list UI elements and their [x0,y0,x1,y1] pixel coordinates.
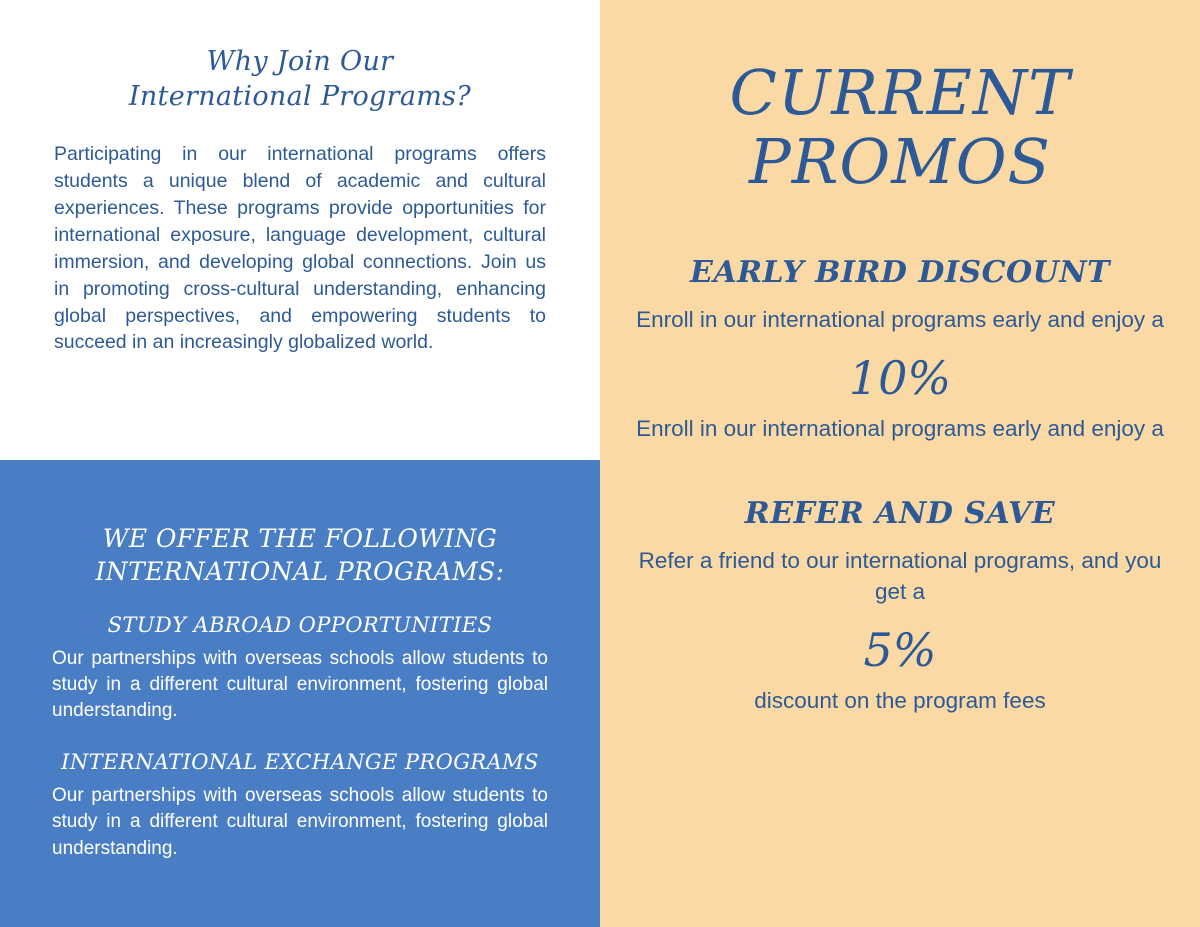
program-heading-study-abroad: STUDY ABROAD OPPORTUNITIES [107,612,493,637]
why-join-title-line-1: Why Join Our [206,46,394,77]
programs-title-line-1: WE OFFER THE FOLLOWING [102,524,498,553]
promo-text-refer-save-after: discount on the program fees [754,688,1046,714]
promos-title-line-2: PROMOS [748,125,1051,199]
promos-title [635,0,1165,197]
why-join-title [54,0,546,114]
promo-text-early-bird-before: Enroll in our international programs early and enjoy a [636,306,1164,332]
why-join-body: Participating in our international programs offers students a unique blend of academic and cultural experiences. These programs provide opportunities for international exposure, language development, cultural immersion, and developing global connections. Join us in promoting cross-cultural understanding, enhancing global perspectives, and empowering students to succeed in an increasingly globalized world. [54,143,546,354]
programs-title [52,460,548,589]
programs-title-line-2: INTERNATIONAL PROGRAMS: [95,557,505,587]
program-body-study-abroad: Our partnerships with overseas schools allow students to study in a different cultural environment, fostering global understanding. [52,647,548,721]
promo-heading-refer-save: REFER AND SAVE [744,495,1056,531]
promo-percent-refer-save: 5% [863,623,937,678]
programs-panel [0,460,600,927]
promos-panel [600,0,1200,927]
promo-heading-early-bird: EARLY BIRD DISCOUNT [689,254,1111,290]
promo-text-refer-save-before: Refer a friend to our international programs, and you get a [638,547,1162,605]
program-body-exchange: Our partnerships with overseas schools allow students to study in a different cultural environment, fostering global understanding. [52,785,548,859]
promos-title-line-1: CURRENT [729,56,1071,129]
why-join-title-line-2: International Programs? [128,80,472,112]
program-heading-exchange: INTERNATIONAL EXCHANGE PROGRAMS [61,750,539,775]
promo-percent-early-bird: 10% [848,350,952,405]
promo-text-early-bird-after: Enroll in our international programs early and enjoy a [636,415,1164,441]
why-join-panel [0,0,600,460]
